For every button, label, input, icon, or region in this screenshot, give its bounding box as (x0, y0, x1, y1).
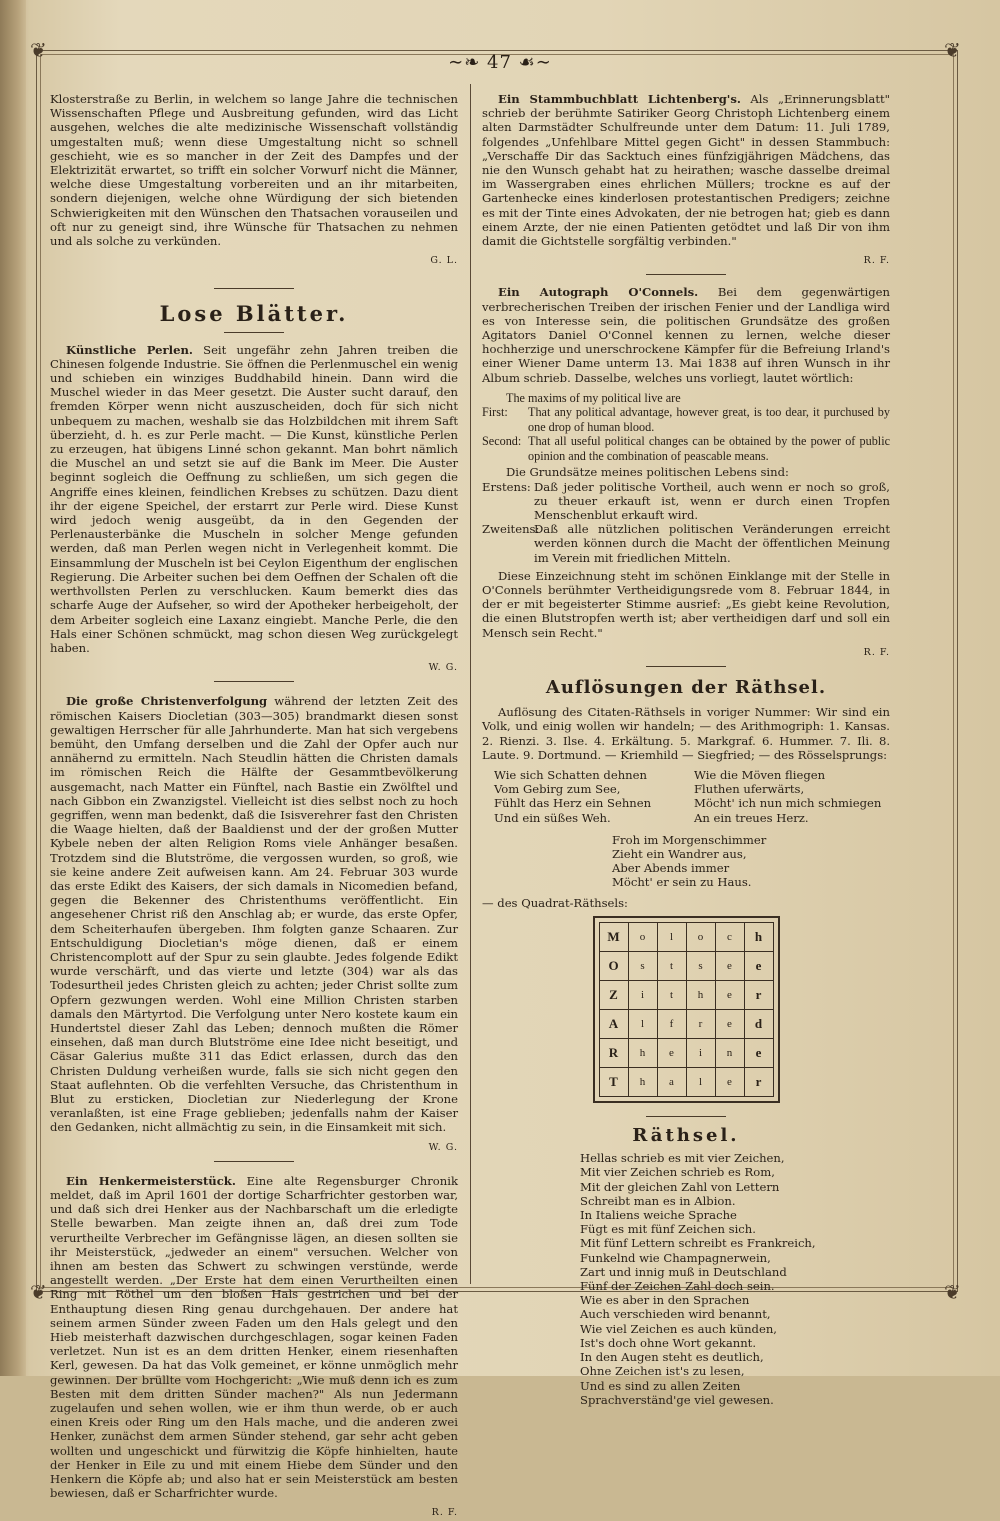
flourish-icon: ☙∼ (518, 52, 552, 73)
article-text: Seit ungefähr zehn Jahren treiben die Chinesen folgende Industrie. Sie öffnen die Perlenmuschel ein wenig und schieben ein winziges Buddhabild hinein. Dann wird die Muschel wieder in das Meer gesetzt. Die Auster sucht darauf, den fremden Körper wenn nicht auszuscheiden, doch für sich nicht unbequem zu machen, weshalb sie das Holzbildchen mit ihrem Saft überzieht, d. h. es zur Perle macht. — Die Kunst, künstliche Perlen zu erzeugen, hat übigens Linné schon gekannt. Man bohrt nämlich die Muschel an und setzt sie auf die Bank im Meer. Die Auster beginnt sogleich die Oeffnung zu schließen, um sich gegen die Angriffe eines kleinen, feindlichen Krebses zu schützen. Dazu dient ihr der eigene Speichel, der erstarrt zur Perle wird. Diese Kunst wird jedoch wenig ausgeübt, da in den Gegenden der Perlenausterbänke die Muscheln in solcher Menge gefunden werden, daß man Perlen wegen nicht in Verlegenheit kommt. Die Einsammlung der Muscheln ist bei Ceylon Eigenthum der englischen Regierung. Die Arbeiter suchen bei dem Oeffnen der Schalen oft die werthvollsten Perlen zu verschlucken. Kaum bemerkt dies das scharfe Auge der Aufseher, so wird der Apotheker herbeigeholt, der dem Arbeiter sogleich eine Laxanz eingiebt. Manche Perle, die den Hals einer Schönen schmückt, mag schon diesen Weg zurückgelegt haben. (50, 342, 458, 655)
poem-line: Froh im Morgenschimmer (612, 832, 767, 847)
grid-cell: t (657, 951, 686, 980)
grid-cell: h (628, 1038, 657, 1067)
poem-line: Wie die Möven fliegen (694, 768, 826, 783)
article-heading: Künstliche Perlen. (66, 342, 193, 357)
grid-cell: e (715, 1009, 744, 1038)
poem-line: Möcht' ich nun mich schmiegen (694, 796, 882, 811)
riddle-line: Auch verschieden wird benannt, (580, 1307, 771, 1322)
riddle-line: Wie viel Zeichen es auch künden, (580, 1321, 777, 1336)
maxim-second (482, 434, 890, 463)
section-title: Räthsel. (632, 1125, 740, 1147)
grid-cell: d (744, 1009, 773, 1038)
poem-line: Fühlt das Herz ein Sehnen (494, 796, 652, 811)
grid-row (599, 980, 773, 1009)
grid-cell: Z (599, 980, 628, 1009)
article-continuation: Klosterstraße zu Berlin, in welchem so lange Jahre die technischen Wissenschaften Pflege und Ausbreitung gefunden, wird das Licht ausgehen, welches die alte medizinische Wissenschaft vollständig umgestalten muß; wenn diese Umgestaltung nicht so schnell geschieht, wie es so mancher in der Zeit des Dampfes und der Elektrizität erwartet, so trifft ein solcher Vorwurf nicht die Männer, welche diese Umgestaltung vorbereiten und an ihr mitarbeiten, sondern diejenigen, welche ohne Würdigung der sich bietenden Schwierigkeiten mit den Wünschen den Thatsachen vorauseilen und oft nur zu geneigt sind, ihre Wünsche für Thatsachen zu nehmen und als solche zu verkünden. (50, 92, 458, 249)
grid-cell: o (686, 922, 715, 951)
riddle-line: In den Augen steht es deutlich, (580, 1350, 764, 1365)
poem-line: Wie sich Schatten dehnen (494, 768, 647, 783)
quadrat-grid-wrap (482, 916, 890, 1106)
maxims-title: The maxims of my political live are (506, 390, 681, 405)
grid-cell: h (686, 980, 715, 1009)
grid-cell: o (628, 922, 657, 951)
grid-cell: i (686, 1038, 715, 1067)
poem-line: Zieht ein Wandrer aus, (612, 847, 747, 862)
article-oconnel (482, 285, 890, 384)
riddle-line: Funkelnd wie Champagnerwein, (580, 1250, 771, 1265)
grid-row (599, 1067, 773, 1096)
poem-solution (482, 768, 890, 825)
poem-line: Und ein süßes Weh. (494, 810, 611, 825)
maxim-text: Daß jeder politische Vortheil, auch wenn er noch so groß, zu theuer erkauft ist, wenn er durch einen Tropfen Menschenblut erkauft wird. (534, 479, 890, 522)
maxim-text: That any political advantage, however great, is too dear, it purchused by one drop of human blood. (528, 405, 890, 434)
poem-stanza (694, 768, 881, 825)
article-heading: Die große Christenverfolgung (66, 694, 268, 709)
poem-stanza (482, 833, 890, 890)
article-henker (50, 1174, 458, 1501)
divider (646, 274, 726, 275)
maxim-text: That all useful political changes can be obtained by the power of public opinion and the combination of peascable means. (528, 434, 890, 463)
corner-ornament-icon: ❦ (944, 38, 961, 62)
flourish-icon: ∼❧ (448, 52, 481, 73)
signature: R. F. (863, 646, 890, 658)
poem-line: Vom Gebirg zum See, (494, 782, 621, 797)
grid-cell: i (628, 980, 657, 1009)
riddle-line: In Italiens weiche Sprache (580, 1208, 737, 1223)
grid-cell: e (715, 1067, 744, 1096)
grid-cell: e (744, 951, 773, 980)
article-text: Bei dem gegenwärtigen verbrecherischen Treiben der irischen Fenier und der Landliga wird es von Interesse sein, die politischen Grundsätze des großen Agitators Daniel O'Connel kennen zu lernen, welche dieser hochherzige und unerschrockene Kämpfer für die Befreiung Irland's einer Wiener Dame unterm 13. Mai 1838 auf ihren Wunsch in ihr Album schrieb. Dasselbe, welches uns vorliegt, lautet wörtlich: (482, 285, 891, 385)
riddle-line: Fünf der Zeichen Zahl doch sein. (580, 1279, 775, 1294)
maxim-first (482, 405, 890, 434)
column-separator (470, 84, 471, 1284)
grid-cell: s (628, 951, 657, 980)
book-spine (0, 0, 26, 1376)
page-number (0, 52, 1000, 73)
poem-line: Möcht' er sein zu Haus. (612, 875, 752, 890)
maxim-label: First: (482, 405, 508, 420)
grid-cell: c (715, 922, 744, 951)
maxim-label: Zweitens: (482, 522, 540, 537)
quadrat-grid (599, 922, 774, 1097)
maxim-zweitens (482, 522, 890, 565)
signature: R. F. (863, 255, 890, 267)
corner-ornament-icon: ❦ (30, 1280, 47, 1304)
poem-stanza (494, 768, 694, 825)
riddle-line: Und es sind zu allen Zeiten (580, 1378, 741, 1393)
riddle-line: Ohne Zeichen ist's zu lesen, (580, 1364, 745, 1379)
maxim-erstens (482, 480, 890, 523)
grid-cell: A (599, 1009, 628, 1038)
grid-row (599, 1009, 773, 1038)
signature: R. F. (431, 1507, 458, 1519)
grid-cell: O (599, 951, 628, 980)
riddle-poem (482, 1151, 890, 1407)
grid-cell: s (686, 951, 715, 980)
divider (224, 332, 284, 333)
poem-line: Aber Abends immer (612, 861, 730, 876)
page-number-value: 47 (487, 52, 512, 73)
grid-cell: h (628, 1067, 657, 1096)
riddle-line: Schreibt man es in Albion. (580, 1193, 736, 1208)
grid-cell: e (744, 1038, 773, 1067)
english-maxims (482, 391, 890, 464)
grid-cell: e (657, 1038, 686, 1067)
section-title: Lose Blätter. (159, 301, 349, 327)
article-text: Eine alte Regensburger Chronik meldet, daß im April 1601 der dortige Scharfrichter gestorben war, und daß sich drei Henker aus der Nachbarschaft um die erledigte Stelle bewarben. Man zeigte ihnen an, daß drei zum Tode verurtheilte Verbrecher im Gefängnisse lägen, an diesen sollten sie ihr Meisterstück, „jedweder an einem" versuchen. Welcher von ihnen am besten das Schwert zu schwingen verstünde, werde angestellt werden. „Der Erste hat dem einen Verurtheilten einen Ring mit Röthel um den bloßen Hals gestrichen und bei der Enthauptung diesen Ring genau durchgehauen. Der andere hat seinem armen Sünder zween Faden um den Hals gelegt und den Hieb meisterhaft dazwischen durchgeschlagen, sogar keinen Faden verletzet. Nun ist es an dem dritten Henker, einem riesenhaften Kerl, gewesen. Da hat das Volk gemeinet, er könne unmöglich mehr gewinnen. Der brüllte vom Hochgericht: „Wie muß denn ich es zum Besten mit dem dritten Sünder machen?" Als nun Jedermann zugelaufen und sehen wollen, wie er ihm thun werde, ob er auch einen Kreis oder Ring um den Hals mache, und die anderen zwei Henker, zunächst dem armen Sünder stehend, gar sehr acht geben wollten und ungeschickt und fürwitzig die Köpfe hinhielten, haute der Henker in Eile zu und mit einem Hiebe dem Sünder und den Henkern die Köpfe ab; und also hat er sein Meisterstück am besten bewiesen, daß er Scharfrichter wurde. (50, 1173, 458, 1501)
grid-row (599, 951, 773, 980)
riddle-line: Zart und innig muß in Deutschland (580, 1264, 787, 1279)
grid-row (599, 1038, 773, 1067)
grid-cell: h (744, 922, 773, 951)
divider (214, 1161, 294, 1162)
article-text: Als „Erinnerungsblatt" schrieb der berühmte Satiriker Georg Christoph Lichtenberg einem alten Darmstädter Schulfreunde unter dem Datum: 11. Juli 1789, folgendes „Unfehlbare Mittel gegen Gicht" in dessen Stammbuch: „Verschaffe Dir das Sacktuch eines fünfzigjährigen Mädchens, das nie den Wunsch gehabt hat zu heirathen; wasche dasselbe dreimal im Wassergraben eines ehrlichen Müllers; trockne es auf der Gartenhecke eines kinderlosen protestantischen Predigers; zeichne es mit der Tinte eines Advokaten, der nie betrogen hat; gieb es dann einem Arzte, der nie einen Patienten getödtet und laß Dir von ihm damit die Gichtstelle sorgfältig verbinden." (482, 92, 891, 249)
quadrat-intro: — des Quadrat-Räthsels: (482, 895, 628, 910)
article-text: während der letzten Zeit des römischen Kaisers Diocletian (303—305) brandmarkt diesen sonst gewaltigen Herrscher für alle Jahrhunderte. Man hat sich vergebens bemüht, den Umfang derselben und die Zahl der Opfer auch nur annähernd zu ermitteln. Nach Steudlin hätten die Christen damals im römischen Reich die Hälfte der Gesammtbevölkerung ausgemacht, nach Matter ein Fünftel, nach Bastie ein Zwölftel und nach Gibbon ein Zwanzigstel. Vielleicht ist dies selbst noch zu hoch gegriffen, wenn man bedenkt, daß die Isisverehrer fast den Christen die Waage hielten, daß der Baaldienst und der der großen Mutter Kybele neben der alten Religion Roms viele Anhänger besaßen. Trotzdem sind die Blutströme, die vergossen wurden, so groß, wie sie keine andere Zeit aufweisen kann. Am 24. Februar 303 wurde das erste Edikt des Kaisers, der sich damals in Nicomedien befand, gegen die Bekenner des Christenthums veröffentlicht. Ein angesehener Christ riß den Anschlag ab; er wurde, das erste Opfer, dem Scheiterhaufen übergeben. Ihm folgten ganze Schaaren. Zur Entschuldigung Diocletian's möge dienen, daß er einem Christencomplott auf der Spur zu sein glaubte. Jedes folgende Edikt wurde verschärft, und das vierte und letzte (304) war als das Todesurtheil jedes Christen gleich zu achten; jeder Christ sollte zum Opfern gezwungen werden. Wohl eine Million Christen starben damals den Märtyrtod. Die Verfolgung unter Nero kostete kaum ein Hundertstel dieser Zahl das Leben; dennoch mußten die Römer einsehen, daß man durch Blutströme eine Idee nicht beseitigt, und Cäsar Galerius mußte 311 das Edict erlassen, durch das den Christen Duldung verheißen wurde, falls sie sich nicht gegen den Staat auflehnten. Ob die verfehlten Versuche, das Christenthum in Blut zu ersticken, Diocletian zur Niederlegung der Krone veranlaßten, ist eine Frage geblieben; jedenfalls nahm der Kaiser den Gedanken, nicht allmächtig zu sein, in die Einsamkeit mit sich. (50, 694, 458, 1135)
grid-row (599, 922, 773, 951)
section-title: Auflösungen der Räthsel. (545, 677, 827, 698)
signature: W. G. (428, 662, 458, 674)
grid-cell: n (715, 1038, 744, 1067)
divider (214, 288, 294, 289)
article-heading: Ein Henkermeisterstück. (66, 1173, 236, 1188)
grid-cell: f (657, 1009, 686, 1038)
riddle-line: Mit fünf Lettern schreibt es Frankreich, (580, 1236, 816, 1251)
grid-cell: r (744, 980, 773, 1009)
poem-line: An ein treues Herz. (694, 810, 809, 825)
signature: G. L. (430, 255, 458, 267)
riddle-line: Mit der gleichen Zahl von Lettern (580, 1179, 780, 1194)
maxim-text: Daß alle nützlichen politischen Veränderungen erreicht werden können durch die Macht der öffentlichen Meinung im Verein mit friedlichen Mitteln. (534, 522, 890, 565)
riddle-line: Fügt es mit fünf Zeichen sich. (580, 1222, 756, 1237)
solutions-text: Auflösung des Citaten-Räthsels in voriger Nummer: Wir sind ein Volk, und einig wollen wir handeln; — des Arithmogriph: 1. Kansas. 2. Rienzi. 3. Ilse. 4. Erkältung. 5. Markgraf. 6. Hummer. 7. Ili. 8. Laute. 9. Dortmund. — Kriemhild — Siegfried; — des Rösselsprungs: (482, 705, 890, 762)
article-heading: Ein Stammbuchblatt Lichtenberg's. (498, 92, 741, 106)
divider (646, 666, 726, 667)
quadrat-grid-frame (593, 916, 780, 1103)
riddle-line: Wie es aber in den Sprachen (580, 1293, 750, 1308)
divider (214, 681, 294, 682)
corner-ornament-icon: ❦ (30, 38, 47, 62)
corner-ornament-icon: ❦ (944, 1280, 961, 1304)
german-maxims-title: Die Grundsätze meines politischen Lebens sind: (506, 465, 789, 480)
grid-cell: a (657, 1067, 686, 1096)
right-column (482, 92, 890, 1407)
grid-cell: T (599, 1067, 628, 1096)
grid-cell: l (686, 1067, 715, 1096)
article-perlen (50, 343, 458, 655)
poem-line: Fluthen uferwärts, (694, 782, 805, 797)
riddle-line: Hellas schrieb es mit vier Zeichen, (580, 1151, 785, 1166)
grid-cell: r (686, 1009, 715, 1038)
grid-cell: l (628, 1009, 657, 1038)
riddle-line: Sprachverständ'ge viel gewesen. (580, 1392, 774, 1407)
article-stammbuch (482, 92, 890, 248)
maxim-label: Second: (482, 434, 522, 449)
grid-cell: r (744, 1067, 773, 1096)
grid-cell: e (715, 951, 744, 980)
left-column (50, 92, 458, 1521)
maxim-label: Erstens: (482, 479, 531, 494)
article-heading: Ein Autograph O'Connels. (498, 285, 699, 300)
grid-cell: e (715, 980, 744, 1009)
signature: W. G. (428, 1141, 458, 1153)
grid-cell: M (599, 922, 628, 951)
grid-cell: t (657, 980, 686, 1009)
grid-cell: l (657, 922, 686, 951)
article-christen (50, 694, 458, 1134)
divider (646, 1116, 726, 1117)
article-text: Diese Einzeichnung steht im schönen Einklange mit der Stelle in O'Connels berühmter Vertheidigungsrede vom 8. Februar 1844, in der er mit begeisterter Stimme ausrief: „Es giebt keine Revolution, die einen Blutstropfen werth ist; aber vertheidigen darf und soll ein Mensch sein Recht." (482, 568, 890, 640)
riddle-line: Ist's doch ohne Wort gekannt. (580, 1335, 757, 1350)
grid-cell: R (599, 1038, 628, 1067)
riddle-line: Mit vier Zeichen schrieb es Rom, (580, 1165, 775, 1180)
